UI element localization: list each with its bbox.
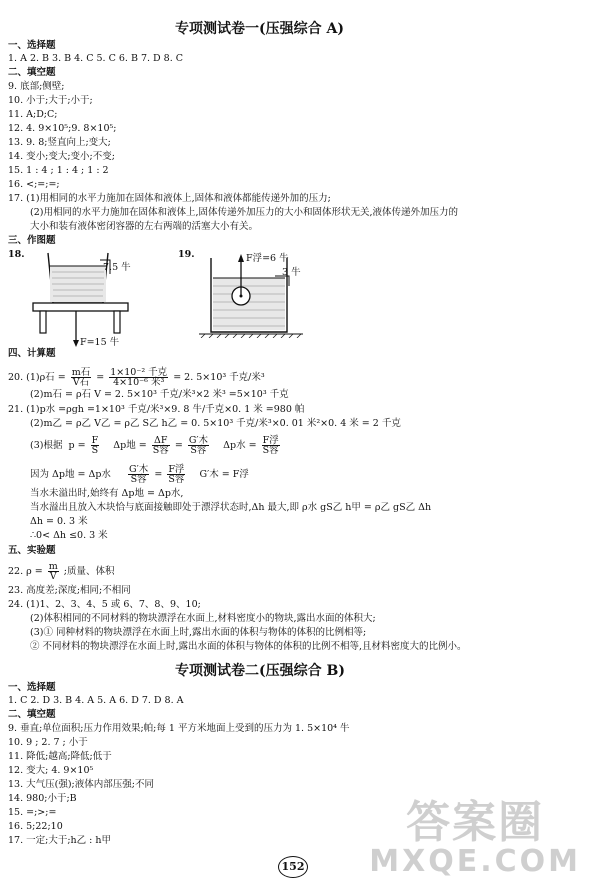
- answer-a10: 10. 小于;大于;小于;: [8, 95, 93, 106]
- answer-b15: 15. =;>;=: [8, 807, 57, 818]
- answer-e24-4: ② 不同材料的物块漂浮在水面上时,露出水面的体积与物体的体积的比例不相等,且材料密度大的比例小。: [30, 641, 467, 652]
- page-number: 152: [278, 856, 308, 878]
- answer-c21-5: 当水未溢出时,始终有 Δp地 = Δp水,: [30, 488, 184, 499]
- answer-e23: 23. 高度差;深度;相同;不相同: [8, 585, 131, 596]
- e22-label: 22. ρ =: [8, 566, 43, 577]
- section-choice-b: 一、选择题: [8, 682, 56, 693]
- answer-a12: 12. 4. 9×10⁵;9. 8×10⁵;: [8, 123, 117, 134]
- answer-a16: 16. <;=;=;: [8, 179, 60, 190]
- c20-fraction-2: $\frac{\text{1×10⁻² 千克}}{\text{4×10⁻⁶ 米³}}$: [110, 367, 168, 388]
- section-fill: 二、填空题: [8, 67, 56, 78]
- watermark-logo: [369, 797, 581, 879]
- answer-a17-1: 17. (1)用相同的水平力施加在固体和液体上,固体和液体都能传递外加的压力;: [8, 193, 331, 204]
- answer-b9: 9. 垂直;单位面积;压力作用效果;帕;每 1 平方米地面上受到的压力为 1. 5×10⁴ 牛: [8, 723, 350, 734]
- section-fill-b: 二、填空题: [8, 709, 56, 720]
- answer-c20-1: 20. (1)ρ石 = $\frac{\text{m石}}{\text{V石}}$ = $\frac{\text{1×10⁻² 千克}}{\text{4×10⁻⁶ 米³}}$ = 2. 5×10³ 千克/米³: [8, 367, 265, 388]
- answer-c21-8: ∴0< Δh ≤0. 3 米: [30, 530, 108, 541]
- c20-fraction-1: $\frac{\text{m石}}{\text{V石}}$: [71, 367, 91, 388]
- answer-c21-6: 当水溢出且放入木块恰与底面接触即处于漂浮状态时,Δh 最大,即 ρ水 gS乙 h甲 = ρ乙 gS乙 Δh: [30, 502, 432, 513]
- answer-c21-3: (3)根据 p = $\frac{F}{S}$ Δp地 = $\frac{\Delta F}{\text{S容}}$ = $\frac{\text{G′木}}{\text{S容}}$ Δp水 = $\frac{\text{F浮}}{\text{S容}}$: [30, 435, 279, 456]
- watermark-text: 答案圈: [406, 797, 545, 848]
- answer-e24-2: (2)体积相同的不同材料的物块漂浮在水面上,材料密度小的物块,露出水面的体积大;: [30, 613, 376, 624]
- c21-4-label: 因为 Δp地 = Δp水: [30, 469, 111, 480]
- c21-3-label: (3)根据: [30, 440, 63, 451]
- c20-1-label: 20. (1)ρ石 =: [8, 372, 66, 383]
- answer-b11: 11. 降低;越高;降低;低于: [8, 751, 112, 762]
- e22-rest: ;质量、体积: [63, 566, 115, 577]
- figure-18-force-side: 7.5 牛: [103, 262, 131, 273]
- figure-18-force-gravity: F=15 牛: [80, 337, 120, 348]
- answers-choice-a: 1. A 2. B 3. B 4. C 5. C 6. B 7. D 8. C: [8, 53, 184, 64]
- c20-1-result: = 2. 5×10³ 千克/米³: [173, 372, 265, 383]
- answer-e24-3: (3)① 同种材料的物块漂浮在水面上时,露出水面的体积与物体的体积的比例相等;: [30, 627, 367, 638]
- answer-c21-2: (2)m乙 = ρ乙 V乙 = ρ乙 S乙 h乙 = 0. 5×10³ 千克/米³×0. 01 米²×0. 4 米 = 2 千克: [30, 418, 401, 429]
- answer-a15: 15. 1 : 4 ; 1 : 4 ; 1 : 2: [8, 165, 109, 176]
- answer-c21-1: 21. (1)p水 =ρgh =1×10³ 千克/米³×9. 8 牛/千克×0. 1 米 =980 帕: [8, 404, 305, 415]
- section-drawing: 三、作图题: [8, 235, 56, 246]
- answer-a13: 13. 9. 8;竖直向上;变大;: [8, 137, 111, 148]
- section-choice: 一、选择题: [8, 40, 56, 51]
- answer-b14: 14. 980;小于;B: [8, 793, 77, 804]
- answer-a11: 11. A;D;C;: [8, 109, 58, 120]
- watermark-url: MXQE.COM: [369, 844, 581, 879]
- section-calc: 四、计算题: [8, 348, 56, 359]
- answer-a9: 9. 底部;侧壁;: [8, 81, 65, 92]
- answer-a14: 14. 变小;变大;变小;不变;: [8, 151, 115, 162]
- answer-e22: 22. ρ = $\frac{m}{V}$ ;质量、体积: [8, 561, 115, 582]
- figure-18-label: 18.: [8, 249, 25, 260]
- section-experiment: 五、实验题: [8, 545, 56, 556]
- answer-b16: 16. 5;22;10: [8, 821, 63, 832]
- answer-a17-3: 大小和装有液体密闭容器的左右两端的活塞大小有关。: [30, 221, 259, 232]
- answer-a17-2: (2)用相同的水平力施加在固体和液体上,固体传递外加压力的大小和固体形状无关,液体传递外加压力的: [30, 207, 458, 218]
- answer-b13: 13. 大气压(强);液体内部压强;不同: [8, 779, 154, 790]
- answer-c21-4: 因为 Δp地 = Δp水 $\frac{\text{G′木}}{\text{S容}}$ = $\frac{\text{F浮}}{\text{S容}}$ G′木 = F浮: [30, 464, 249, 485]
- answer-e24-1: 24. (1)1、2、3、4、5 或 6、7、8、9、10;: [8, 599, 201, 610]
- answer-b10: 10. 9 ; 2. 7 ; 小于: [8, 737, 88, 748]
- figure-19-label: 19.: [178, 249, 195, 260]
- figure-19-force-side: 3 牛: [282, 267, 301, 278]
- answers-choice-b: 1. C 2. D 3. B 4. A 5. A 6. D 7. D 8. A: [8, 695, 184, 706]
- answer-c20-2: (2)m石 = ρ石 V = 2. 5×10³ 千克/米³×2 米³ =5×10³ 千克: [30, 389, 289, 400]
- answer-b17: 17. 一定;大于;h乙 : h甲: [8, 835, 112, 846]
- answer-c21-7: Δh = 0. 3 米: [30, 516, 88, 527]
- answer-b12: 12. 变大; 4. 9×10⁵: [8, 765, 94, 776]
- title-b: 专项测试卷二(压强综合 B): [175, 663, 345, 679]
- title-a: 专项测试卷一(压强综合 A): [175, 21, 344, 37]
- figure-19-buoyancy: F浮=6 牛: [246, 253, 289, 264]
